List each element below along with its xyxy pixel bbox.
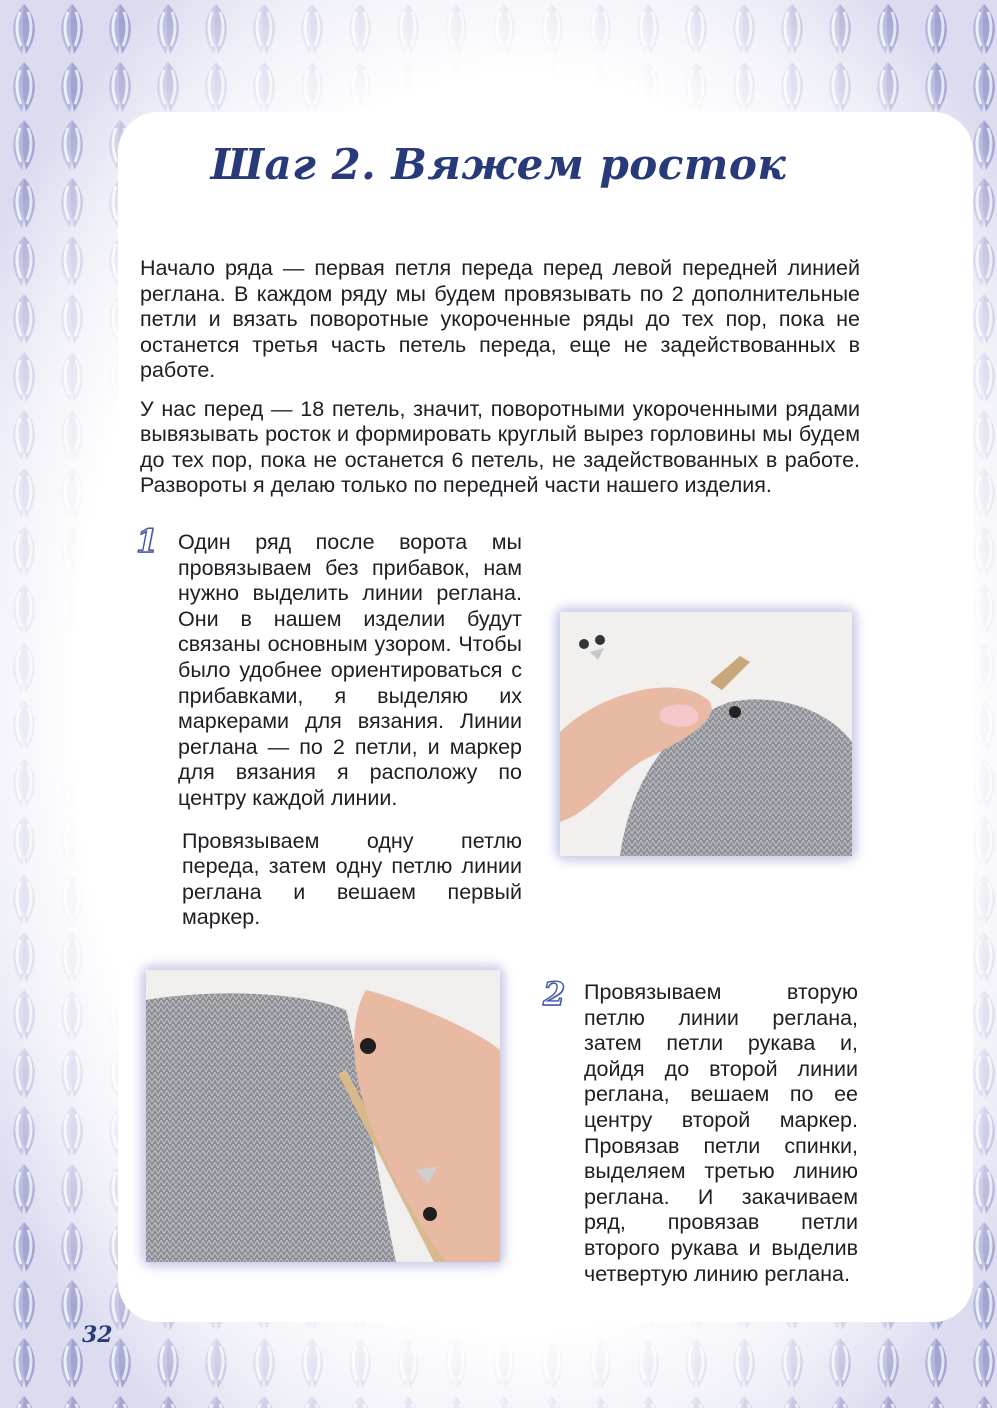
step-2-paragraph: Провязываем вторую петлю линии реглана, затем петли рукава и, дойдя до второй линии реглана, вешаем по ее центру второй маркер. Провязав петли спинки, выделяем третью линию реглана. И закачиваем ряд, провязав петли второго рукава и выделив четвертую линию реглана.: [584, 980, 858, 1286]
knitting-hands-photo-icon: [560, 612, 852, 856]
page-number: 32: [82, 1322, 113, 1348]
step-2-photo: [146, 970, 500, 1262]
step-1-number: 1: [136, 522, 159, 560]
step-1-paragraph: Один ряд после ворота мы провязываем без прибавок, нам нужно выделить линии реглана. Они в нашем изделии будут связаны основным узором. Чтобы было удобнее ориентироваться с прибавками, я выделяю их маркерами для вязания. Линии реглана — по 2 петли, и маркер для вязания я расположу по центру каждой линии.: [178, 530, 522, 810]
intro-paragraph: У нас перед — 18 петель, значит, поворотными укороченными рядами вывязывать росток и формировать круглый вырез горловины мы будем до тех пор, пока не останется 6 петель, не задействованных в работе. Развороты я делаю только по передней части нашего изделия.: [140, 396, 860, 497]
step-2-number: 2: [543, 975, 566, 1013]
step-1-paragraph: Провязываем одну петлю переда, затем одну петлю линии реглана и вешаем первый маркер.: [182, 828, 522, 930]
step-1-photo: [560, 612, 852, 856]
knitting-needle-photo-icon: [146, 970, 500, 1262]
intro-paragraph: Начало ряда — первая петля переда перед левой передней линией реглана. В каждом ряду мы будем провязывать по 2 дополнительные петли и вязать поворотные укороченные ряды до тех пор, пока не останется третья часть петель переда, еще не задействованных в работе.: [140, 256, 860, 382]
step-1-text: [178, 530, 522, 948]
step-2-text: [584, 980, 858, 1304]
page-title: Шаг 2. Вяжем росток: [210, 140, 787, 189]
intro-text: [140, 256, 860, 512]
